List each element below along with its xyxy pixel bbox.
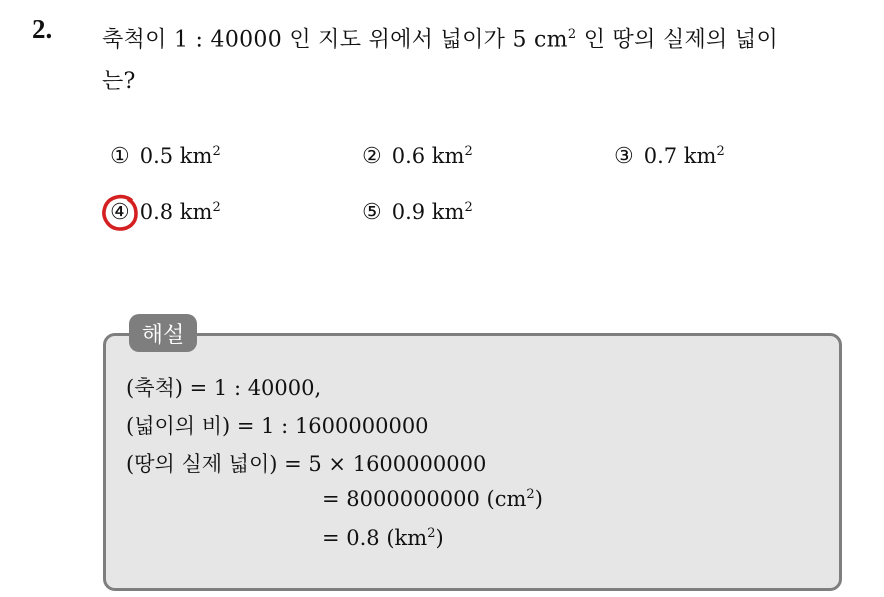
solution-line-5-exponent: 2 xyxy=(427,526,436,541)
choice-4-value: 0.8 km xyxy=(139,200,213,224)
choice-4-exponent: 2 xyxy=(212,200,221,215)
choice-2[interactable] xyxy=(362,144,473,169)
solution-line-5-end: ) xyxy=(435,526,444,550)
question-line1: 축척이 1 : 40000 인 지도 위에서 넓이가 5 cm xyxy=(102,27,568,53)
question-line1-exponent: 2 xyxy=(567,27,577,42)
choice-3-number: ③ xyxy=(614,144,634,169)
solution-line-4-end: ) xyxy=(534,487,543,511)
solution-line-4 xyxy=(322,487,543,511)
solution-line-4-exponent: 2 xyxy=(526,487,535,502)
solution-line-5-text: = 0.8 (km xyxy=(322,526,428,550)
choice-1-value: 0.5 km xyxy=(139,144,213,168)
choice-5-number: ⑤ xyxy=(362,200,382,225)
choice-5[interactable] xyxy=(362,200,473,225)
solution-line-1: (축척) = 1 : 40000, xyxy=(126,376,322,400)
choice-4-number: ④ xyxy=(110,200,130,225)
choice-1[interactable] xyxy=(110,144,221,169)
solution-line-2: (넓이의 비) = 1 : 1600000000 xyxy=(126,414,429,438)
solution-line-4-text: = 8000000000 (cm xyxy=(322,487,527,511)
question-line1-end: 인 땅의 실제의 넓이 xyxy=(576,27,779,53)
choice-2-value: 0.6 km xyxy=(391,144,465,168)
choice-1-number: ① xyxy=(110,144,130,169)
choice-2-number: ② xyxy=(362,144,382,169)
choice-5-value: 0.9 km xyxy=(391,200,465,224)
choice-3-exponent: 2 xyxy=(716,144,725,159)
choice-1-exponent: 2 xyxy=(212,144,221,159)
answer-circle-mark-icon xyxy=(101,193,141,233)
question-line2: 는? xyxy=(102,69,136,95)
question-text xyxy=(102,14,872,103)
solution-tag: 해설 xyxy=(129,314,197,352)
solution-line-5 xyxy=(322,526,444,550)
question-number: 2. xyxy=(32,14,53,44)
choice-5-exponent: 2 xyxy=(464,200,473,215)
choice-2-exponent: 2 xyxy=(464,144,473,159)
choice-3[interactable] xyxy=(614,144,725,169)
choice-3-value: 0.7 km xyxy=(643,144,717,168)
solution-line-3: (땅의 실제 넓이) = 5 × 1600000000 xyxy=(126,452,487,476)
